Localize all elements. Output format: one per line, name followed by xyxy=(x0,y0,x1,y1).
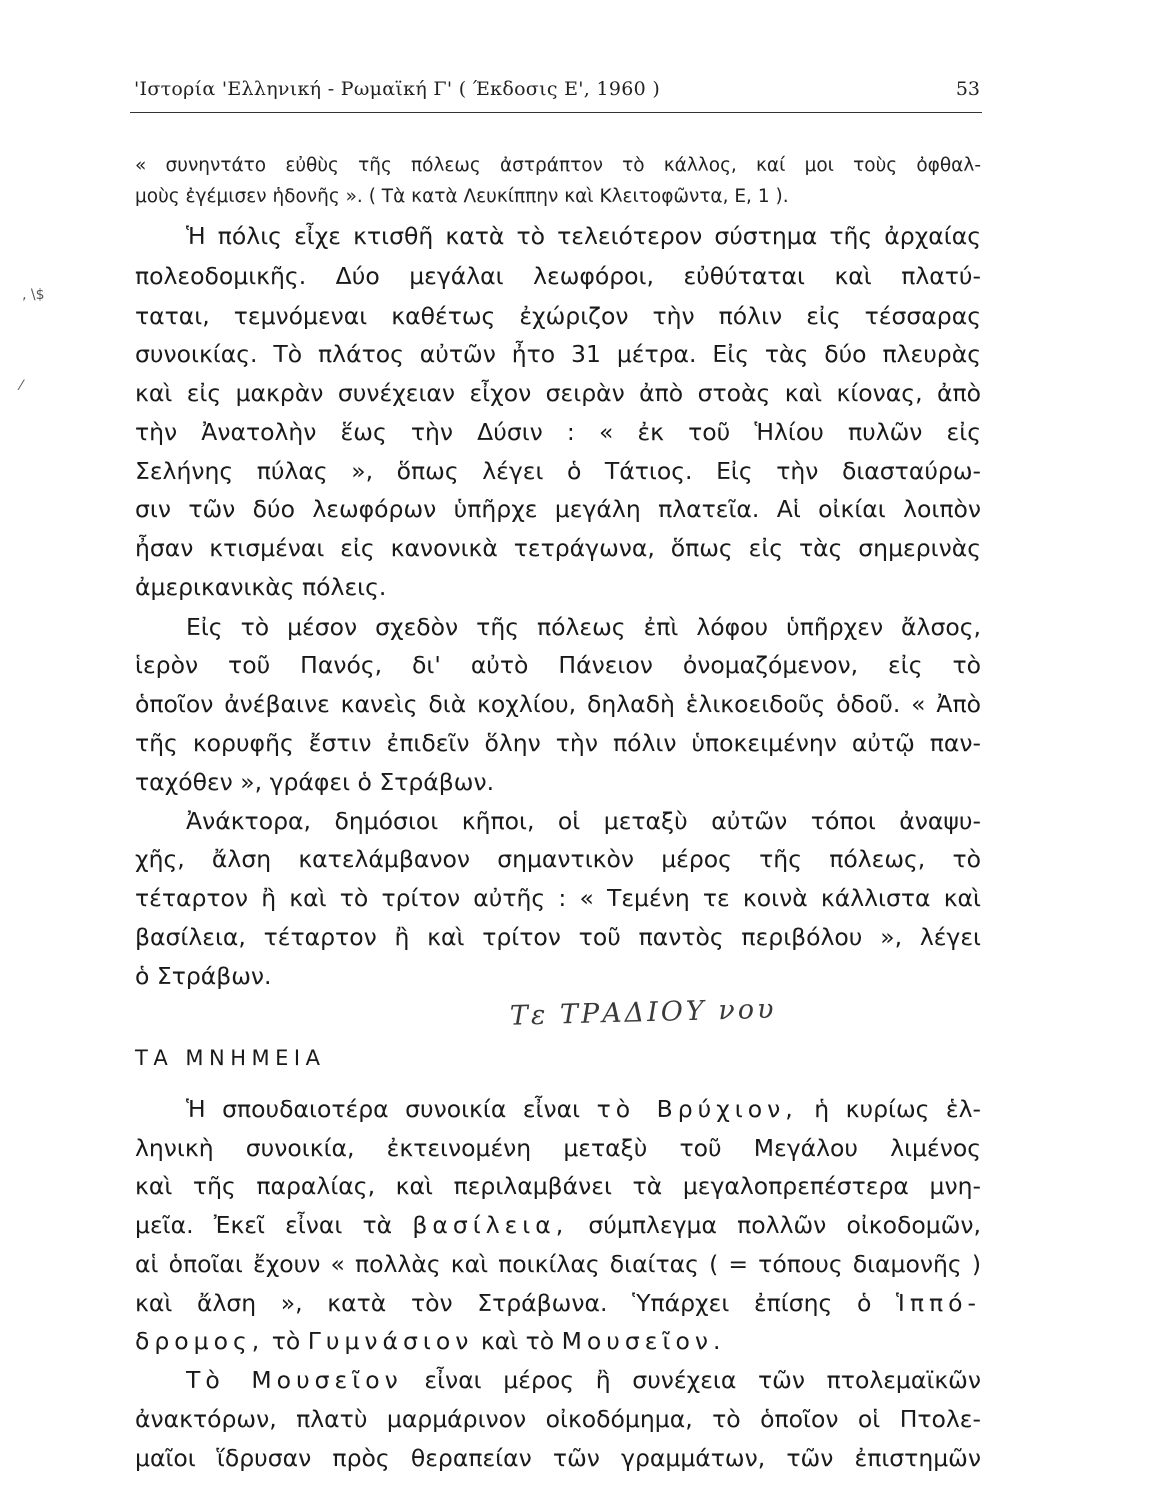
paragraph-line: συνοικίας. Τὸ πλάτος αὐτῶν ἦτο 31 μέτρα. Εἰς τὰς δύο πλευρὰς xyxy=(135,340,981,368)
text-run: τὸ xyxy=(271,1327,301,1355)
block-quote xyxy=(135,150,981,212)
paragraph-line: Σελήνης πύλας », ὅπως λέγει ὁ Τάτιος. Εἰς τὴν διασταύρω- xyxy=(135,457,981,485)
paragraph-line: σιν τῶν δύο λεωφόρων ὑπῆρχε μεγάλη πλατεῖα. Αἱ οἰκίαι λοιπὸν xyxy=(135,495,981,523)
text-run: μεῖα. Ἐκεῖ εἶναι τὰ xyxy=(135,1211,393,1239)
margin-mark: ‚ \$ xyxy=(22,287,45,303)
emphasis-hippodromos-end: δρομος, xyxy=(135,1327,265,1355)
paragraph-line xyxy=(186,1089,981,1129)
emphasis-hippodromos: Ἱππό- xyxy=(896,1289,981,1317)
paragraph-line: ἀνακτόρων, πλατὺ μαρμάρινον οἰκοδόμημα, τὸ ὁποῖον οἱ Πτολε- xyxy=(135,1405,981,1433)
paragraph-line: ταται, τεμνόμεναι καθέτως ἐχώριζον τὴν πόλιν εἰς τέσσαρας xyxy=(135,302,981,330)
paragraph-line: τὴν Ἀνατολὴν ἕως τὴν Δύσιν : « ἐκ τοῦ Ἡλίου πυλῶν εἰς xyxy=(135,418,981,446)
paragraph-line: ταχόθεν », γράφει ὁ Στράβων. xyxy=(135,768,495,796)
paragraph-line: πολεοδομικῆς. Δύο μεγάλαι λεωφόροι, εὐθύταται καὶ πλατύ- xyxy=(135,262,981,290)
text-run: καὶ τὸ xyxy=(480,1327,555,1355)
section-heading: ΤΑ ΜΝΗΜΕΙΑ xyxy=(135,1046,326,1070)
paragraph-line: τῆς κορυφῆς ἔστιν ἐπιδεῖν ὅλην τὴν πόλιν ὑποκειμένην αὐτῷ παν- xyxy=(135,729,981,757)
paragraph-line: Εἰς τὸ μέσον σχεδὸν τῆς πόλεως ἐπὶ λόφου ὑπῆρχεν ἄλσος, xyxy=(186,613,981,641)
paragraph-line: καὶ εἰς μακρὰν συνέχειαν εἶχον σειρὰν ἀπὸ στοὰς καὶ κίονας, ἀπὸ xyxy=(135,379,981,407)
page-number: 53 xyxy=(955,78,980,100)
paragraph-line: ἱερὸν τοῦ Πανός, δι' αὐτὸ Πάνειον ὀνομαζόμενον, εἰς τὸ xyxy=(135,651,981,679)
paragraph-line xyxy=(135,1321,981,1361)
emphasis-gymnasion: Γυμνάσιον xyxy=(307,1327,474,1355)
paragraph-line: Ἀνάκτορα, δημόσιοι κῆποι, οἱ μεταξὺ αὐτῶν τόποι ἀναψυ- xyxy=(186,807,981,835)
emphasis-mouseion: Μουσεῖον. xyxy=(561,1327,726,1355)
margin-mark: ⁄ xyxy=(20,378,23,394)
paragraph-line: Ἡ πόλις εἶχε κτισθῆ κατὰ τὸ τελειότερον σύστημα τῆς ἀρχαίας xyxy=(186,222,981,250)
handwritten-annotation: Τε ΤΡΑΔΙΟΥ νου xyxy=(509,993,777,1032)
paragraph-line: καὶ τῆς παραλίας, καὶ περιλαμβάνει τὰ μεγαλοπρεπέστερα μνη- xyxy=(135,1172,981,1200)
paragraph-line: ὁποῖον ἀνέβαινε κανεὶς διὰ κοχλίου, δηλαδὴ ἑλικοειδοῦς ὁδοῦ. « Ἀπὸ xyxy=(135,690,981,718)
quote-line: μοὺς ἐγέμισεν ἡδονῆς ». ( Τὰ κατὰ Λευκίππην καὶ Κλειτοφῶντα, Ε, 1 ). xyxy=(135,186,789,207)
running-header xyxy=(130,74,982,104)
paragraph-line: ἦσαν κτισμέναι εἰς κανονικὰ τετράγωνα, ὅπως εἰς τὰς σημερινὰς xyxy=(135,534,981,562)
paragraph-line: βασίλεια, τέταρτον ἢ καὶ τρίτον τοῦ παντὸς περιβόλου », λέγει xyxy=(135,923,981,951)
paragraph-line: τέταρτον ἢ καὶ τὸ τρίτον αὐτῆς : « Τεμένη τε κοινὰ κάλλιστα καὶ xyxy=(135,884,981,912)
paragraph-line xyxy=(135,1283,981,1323)
paragraph-line: μαῖοι ἵδρυσαν πρὸς θεραπείαν τῶν γραμμάτων, τῶν ἐπιστημῶν xyxy=(135,1444,981,1472)
quote-line: « συνηντάτο εὐθὺς τῆς πόλεως ἀστράπτον τὸ κάλλος, καί μοι τοὺς ὀφθαλ- xyxy=(135,155,981,176)
text-run: εἶναι μέρος ἢ συνέχεια τῶν πτολεμαϊκῶν xyxy=(424,1366,981,1394)
paragraph-line: ληνικὴ συνοικία, ἐκτεινομένη μεταξὺ τοῦ Μεγάλου λιμένος xyxy=(135,1134,981,1162)
paragraph-line: χῆς, ἄλση κατελάμβανον σημαντικὸν μέρος τῆς πόλεως, τὸ xyxy=(135,845,981,873)
paragraph-line: ἀμερικανικὰς πόλεις. xyxy=(135,573,387,601)
emphasis-vrychion: τὸ Βρύχιον, xyxy=(596,1095,798,1123)
text-run: Ἡ σπουδαιοτέρα συνοικία εἶναι xyxy=(186,1095,581,1123)
text-run: ἡ κυρίως ἑλ- xyxy=(814,1095,981,1123)
emphasis-vasileia: βασίλεια, xyxy=(412,1211,569,1239)
paragraph-line xyxy=(186,1360,981,1400)
text-run: καὶ ἄλση », κατὰ τὸν Στράβωνα. Ὑπάρχει ἐπίσης ὁ xyxy=(135,1289,872,1317)
text-run: σύμπλεγμα πολλῶν οἰκοδομῶν, xyxy=(588,1211,981,1239)
header-rule xyxy=(130,112,982,113)
paragraph-line: ὁ Στράβων. xyxy=(135,962,272,990)
paragraph-line: αἱ ὁποῖαι ἔχουν « πολλὰς καὶ ποικίλας διαίτας ( = τόπους διαμονῆς ) xyxy=(135,1250,981,1278)
header-title: 'Ιστορία 'Ελληνική - Ρωμαϊκή Γ' ( Έκδοσις Ε', 1960 ) xyxy=(134,78,661,100)
paragraph-line xyxy=(135,1205,981,1245)
emphasis-mouseion: Τὸ Μουσεῖον xyxy=(186,1366,403,1394)
